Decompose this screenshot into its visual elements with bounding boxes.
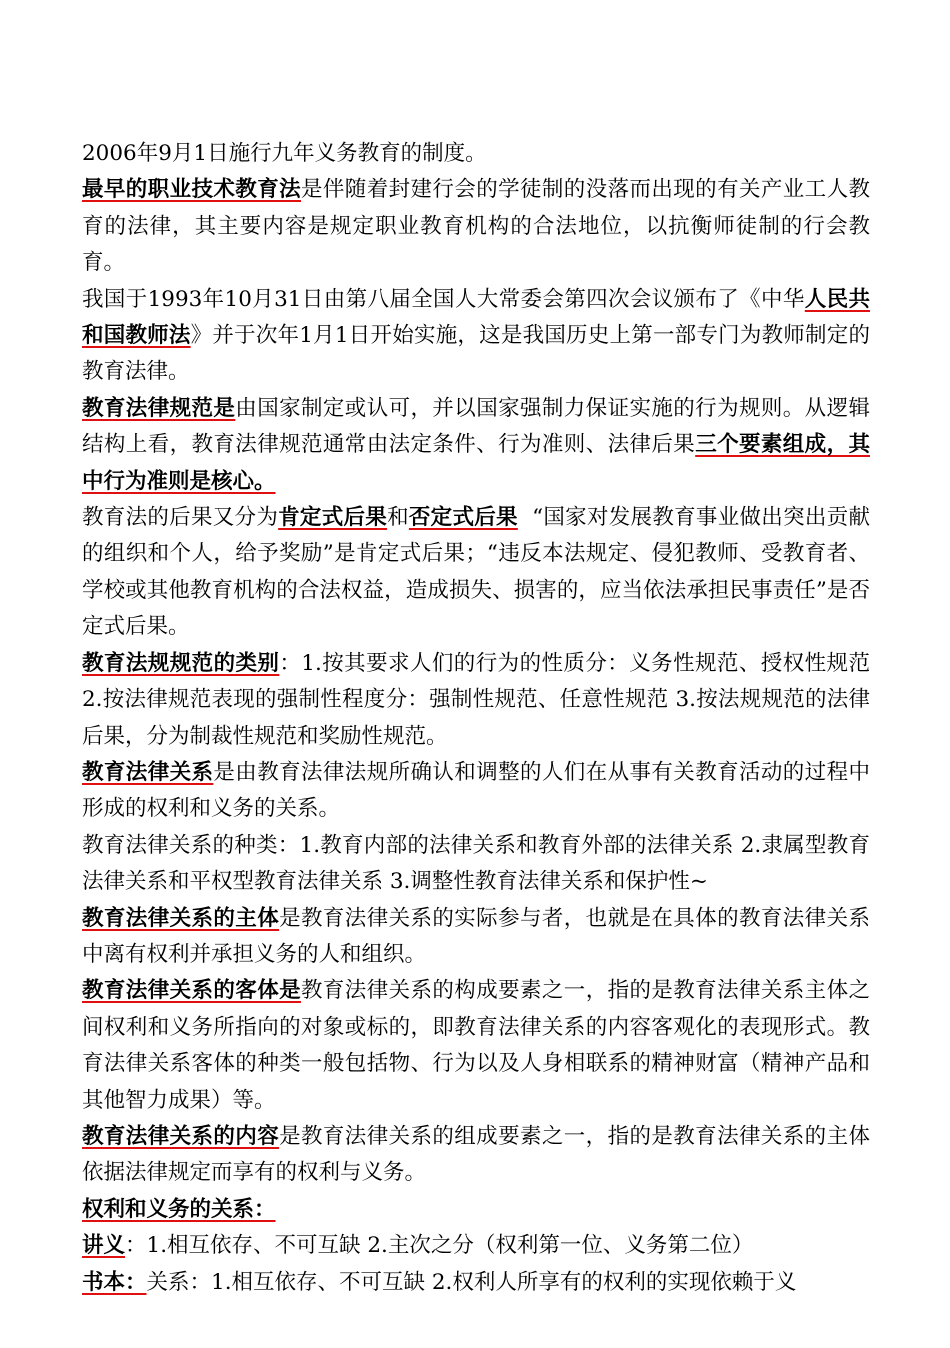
body-text: 是教育法律关系的组成要素之一，指的是教育法律关系的主体依据法律规定而享有的权利与义务。 bbox=[82, 1123, 870, 1186]
document-page bbox=[82, 136, 870, 1301]
body-text: 教育法律关系的种类：1.教育内部的法律关系和教育外部的法律关系 2.隶属型教育法律关系和平权型教育法律关系 3.调整性教育法律关系和保护性~ bbox=[82, 832, 870, 895]
body-text: 2006年9月1日施行九年义务教育的制度。 bbox=[82, 141, 487, 166]
keyword-term: 肯定式后果 bbox=[278, 505, 388, 531]
paragraph bbox=[82, 828, 870, 901]
paragraph bbox=[82, 172, 870, 281]
body-text: 我国于1993年10月31日由第八届全国人大常委会第四次会议颁布了《中华 bbox=[82, 286, 805, 312]
body-text: ：1.按其要求人们的行为的性质分：义务性规范、授权性规范 2.按法律规范表现的强制性程度分：强制性规范、任意性规范 3.按法规规范的法律后果，分为制裁性规范和奖励性规范。 bbox=[82, 650, 870, 749]
paragraph bbox=[82, 755, 870, 828]
keyword-term: 讲义 bbox=[82, 1233, 126, 1259]
keyword-term: 教育法律关系 bbox=[82, 759, 214, 785]
body-text: “国家对发展教育事业做出突出贡献的组织和个人，给予奖励”是肯定式后果；“违反本法规定、侵犯教师、受教育者、学校或其他教育机构的合法权益，造成损失、损害的，应当依法承担民事责任”是否定式后果。 bbox=[82, 505, 870, 640]
body-text: 是由教育法律法规所确认和调整的人们在从事有关教育活动的过程中形成的权利和义务的关系。 bbox=[82, 759, 870, 822]
keyword-term: 教育法律规范是 bbox=[82, 395, 236, 421]
body-text: 是教育法律关系的实际参与者，也就是在具体的教育法律关系中离有权利并承担义务的人和组织。 bbox=[82, 905, 870, 967]
keyword-term: 人民共和国教师法 bbox=[82, 286, 870, 349]
body-text: ：1.相互依存、不可互缺 2.主次之分（权利第一位、义务第二位） bbox=[125, 1233, 754, 1259]
keyword-term: 三个要素组成，其中行为准则是核心。 bbox=[82, 432, 870, 494]
paragraph bbox=[82, 1265, 870, 1301]
keyword-term: 权利和义务的关系： bbox=[82, 1196, 276, 1222]
body-text: 和 bbox=[387, 505, 409, 531]
paragraph bbox=[82, 500, 870, 646]
keyword-term: 教育法规规范的类别 bbox=[82, 650, 280, 676]
keyword-term: 教育法律关系的内容 bbox=[82, 1123, 280, 1149]
body-text: 是伴随着封建行会的学徒制的没落而出现的有关产业工人教育的法律，其主要内容是规定职业教育机构的合法地位，以抗衡师徒制的行会教育。 bbox=[82, 177, 870, 276]
paragraph bbox=[82, 391, 870, 500]
paragraph bbox=[82, 282, 870, 391]
body-text: 关系：1.相互依存、不可互缺 2.权利人所享有的权利的实现依赖于义 bbox=[146, 1269, 797, 1295]
body-text: 》并于次年1月1日开始实施，这是我国历史上第一部专门为教师制定的教育法律。 bbox=[82, 323, 870, 385]
keyword-term: 否定式后果 bbox=[408, 505, 518, 531]
paragraph bbox=[82, 973, 870, 1119]
keyword-term: 书本： bbox=[82, 1269, 147, 1295]
body-text: 教育法的后果又分为 bbox=[82, 505, 279, 531]
paragraph bbox=[82, 1192, 870, 1228]
paragraph bbox=[82, 901, 870, 974]
keyword-term: 教育法律关系的客体是 bbox=[82, 978, 301, 1004]
paragraph bbox=[82, 646, 870, 755]
body-text: 由国家制定或认可，并以国家强制力保证实施的行为规则。从逻辑结构上看，教育法律规范通常由法定条件、行为准则、法律后果 bbox=[82, 395, 870, 458]
paragraph bbox=[82, 136, 870, 172]
keyword-term: 教育法律关系的主体 bbox=[82, 905, 280, 931]
keyword-term: 最早的职业技术教育法 bbox=[82, 177, 301, 203]
paragraph bbox=[82, 1119, 870, 1192]
body-text: 教育法律关系的构成要素之一，指的是教育法律关系主体之间权利和义务所指向的对象或标的，即教育法律关系的内容客观化的表现形式。教育法律关系客体的种类一般包括物、行为以及人身相联系的精神财富（精神产品和其他智力成果）等。 bbox=[82, 978, 870, 1113]
paragraph bbox=[82, 1228, 870, 1264]
